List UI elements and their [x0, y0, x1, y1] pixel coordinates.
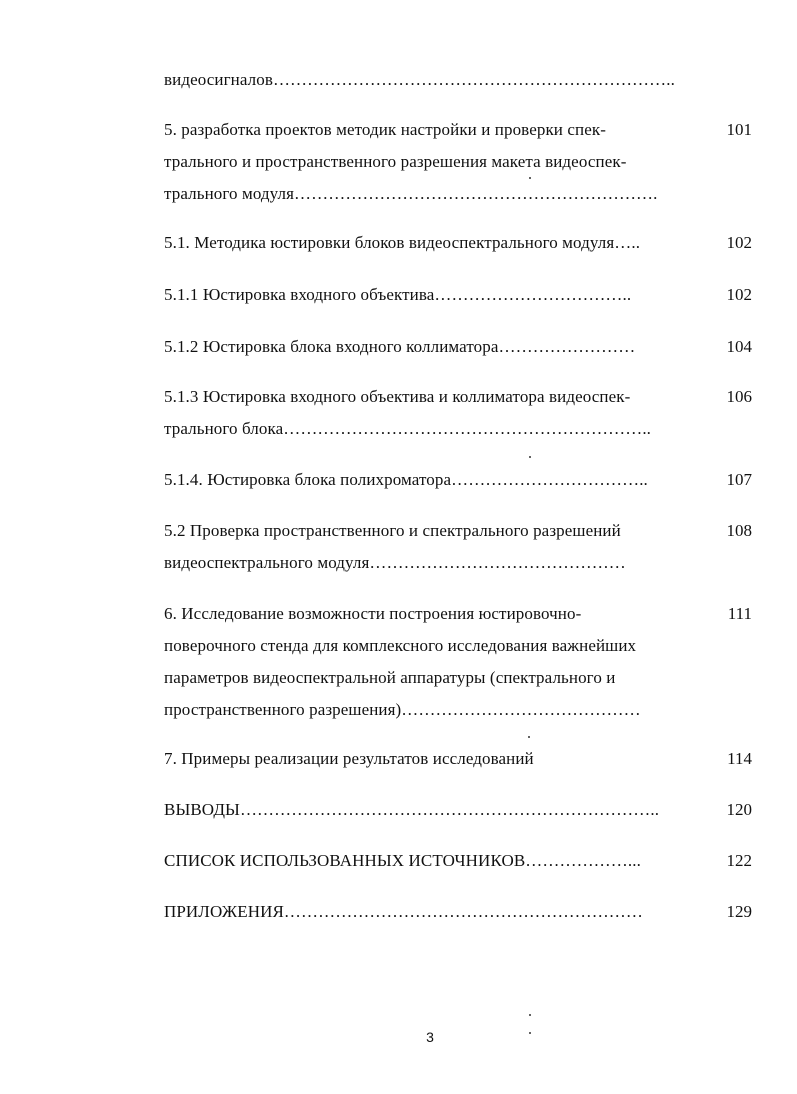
toc-line: видеосигналов…………………………………………………………….. — [164, 70, 675, 89]
toc-line: 7. Примеры реализации результатов исследований — [164, 749, 534, 768]
toc-line: пространственного разрешения)…………………………………… — [164, 700, 641, 719]
toc-line: 5.1.4. Юстировка блока полихроматора…………………………….. — [164, 470, 648, 489]
toc-entry-text — [164, 331, 694, 363]
toc-page-number: 114 — [727, 749, 752, 768]
toc-line: ПРИЛОЖЕНИЯ……………………………………………………… — [164, 902, 644, 921]
toc-entry-text — [164, 279, 694, 311]
toc-entry-text — [164, 794, 694, 826]
toc-page-number: 106 — [726, 387, 752, 406]
toc-line: поверочного стенда для комплексного исследования важнейших — [164, 636, 637, 655]
toc-page-number: 101 — [726, 120, 752, 139]
toc-entry-text — [164, 227, 694, 259]
toc-page-number: 129 — [726, 902, 752, 921]
toc-line: трального модуля………………………………………………………. — [164, 184, 658, 203]
toc-line: 5.1.1 Юстировка входного объектива…………………………….. — [164, 285, 632, 304]
toc-line: 5.2 Проверка пространственного и спектрального разрешений — [164, 521, 621, 540]
toc-entry-text — [164, 464, 694, 496]
toc-line: 5.1.2 Юстировка блока входного коллиматора…………………… — [164, 337, 636, 356]
scan-speck — [529, 1014, 531, 1016]
toc-page-number: 102 — [726, 233, 752, 252]
toc-page-number: 104 — [726, 337, 752, 356]
scan-speck — [529, 1032, 531, 1034]
toc-entry-text — [164, 896, 694, 928]
toc-page-number: 111 — [727, 604, 752, 623]
toc-line: 5.1. Методика юстировки блоков видеоспектрального модуля….. — [164, 233, 641, 252]
toc-line: ВЫВОДЫ……………………………………………………………….. — [164, 800, 660, 819]
toc-page-number: 120 — [726, 800, 752, 819]
toc-page-number: 122 — [726, 851, 752, 870]
page-number: 3 — [426, 1029, 434, 1045]
toc-line: 6. Исследование возможности построения юстировочно- — [164, 604, 582, 623]
toc-entry-text — [164, 381, 694, 445]
toc-line: трального блока……………………………………………………….. — [164, 419, 652, 438]
toc-continued-text — [164, 64, 694, 96]
scan-speck — [529, 177, 531, 179]
toc-entry-text — [164, 598, 694, 726]
toc-entry-text — [164, 845, 694, 877]
toc-page-number: 107 — [726, 470, 752, 489]
toc-line: трального и пространственного разрешения макета видеоспек- — [164, 152, 627, 171]
toc-line: видеоспектрального модуля……………………………………… — [164, 553, 626, 572]
toc-page-number: 102 — [726, 285, 752, 304]
toc-line: параметров видеоспектральной аппаратуры (спектрального и — [164, 668, 616, 687]
toc-line: 5.1.3 Юстировка входного объектива и коллиматора видеоспек- — [164, 387, 631, 406]
scan-speck — [529, 456, 531, 458]
toc-line: СПИСОК ИСПОЛЬЗОВАННЫХ ИСТОЧНИКОВ………………... — [164, 851, 641, 870]
toc-entry-text — [164, 515, 694, 579]
toc-page-number: 108 — [726, 521, 752, 540]
toc-entry-text — [164, 743, 694, 775]
scan-speck — [528, 736, 530, 738]
toc-line: 5. разработка проектов методик настройки и проверки спек- — [164, 120, 606, 139]
toc-entry-text — [164, 114, 694, 210]
